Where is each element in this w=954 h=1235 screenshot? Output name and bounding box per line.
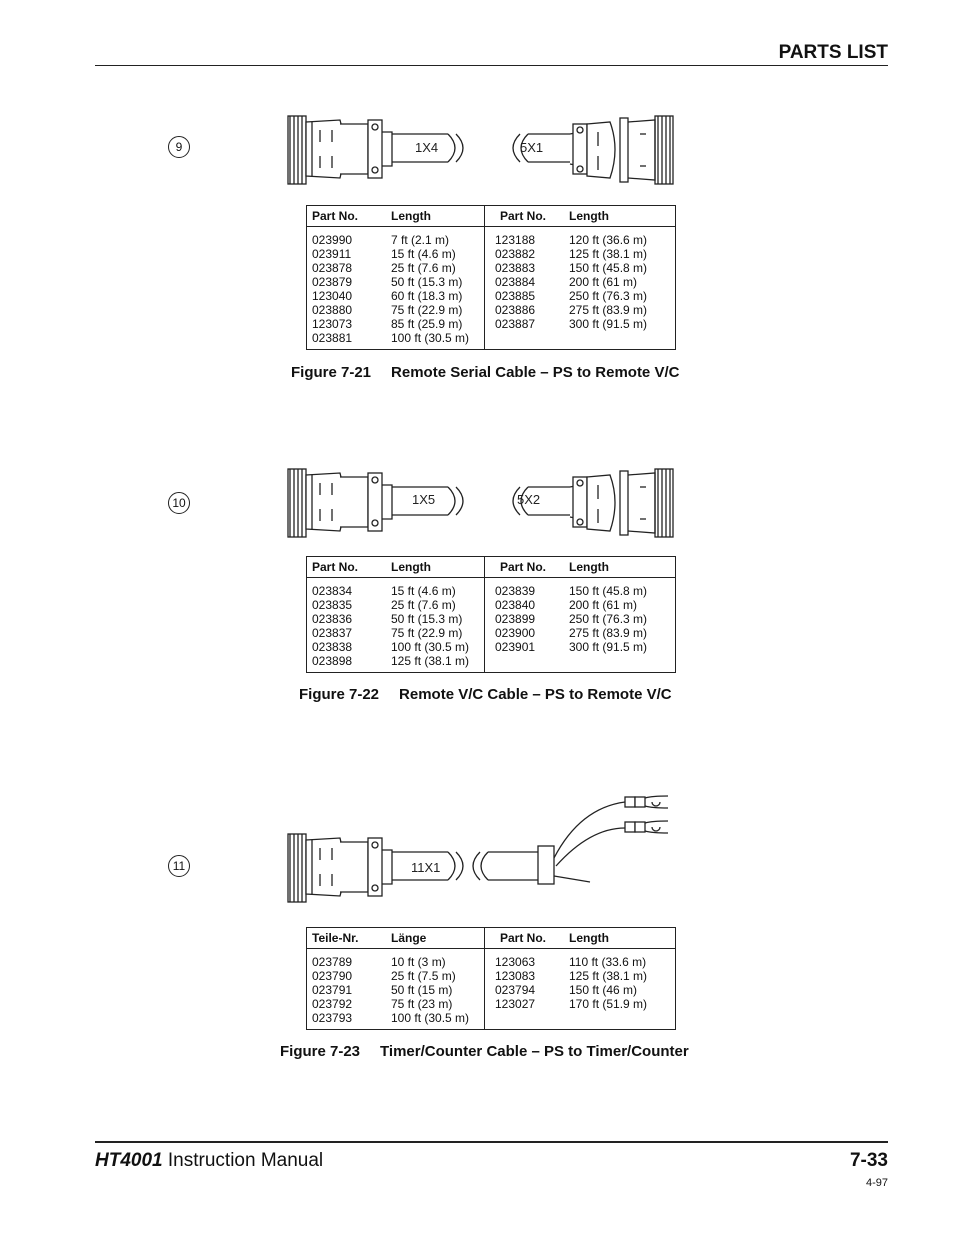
table-row — [485, 317, 662, 331]
table-row — [485, 233, 662, 247]
length-cell: 275 ft (83.9 m) — [569, 626, 648, 640]
length-cell: 100 ft (30.5 m) — [391, 1011, 470, 1025]
part-number-cell: 023885 — [495, 289, 536, 303]
table-right-column — [484, 578, 662, 672]
page-header-title: PARTS LIST — [778, 42, 888, 63]
length-cell: 50 ft (15.3 m) — [391, 612, 463, 626]
length-cell: 75 ft (22.9 m) — [391, 626, 463, 640]
table-row — [307, 626, 484, 640]
item-number-9: 9 — [168, 136, 190, 158]
part-number-cell: 023789 — [312, 955, 353, 969]
part-number-cell: 023898 — [312, 654, 353, 668]
table-row — [307, 247, 484, 261]
connector-label-1x4: 1X4 — [415, 140, 439, 155]
header-part-no: Teile-Nr. — [312, 931, 359, 945]
part-number-cell: 023794 — [495, 983, 536, 997]
length-cell: 50 ft (15 m) — [391, 983, 453, 997]
part-number-cell: 023793 — [312, 1011, 353, 1025]
part-number-cell: 023883 — [495, 261, 536, 275]
header-rule — [95, 65, 888, 66]
length-cell: 300 ft (91.5 m) — [569, 640, 648, 654]
header-length: Length — [391, 560, 431, 574]
table-header-row — [307, 206, 675, 227]
table-row — [307, 955, 484, 969]
table-row — [307, 233, 484, 247]
part-number-cell: 023900 — [495, 626, 536, 640]
part-number-cell: 023882 — [495, 247, 536, 261]
table-row — [485, 584, 662, 598]
table-header-row — [307, 557, 675, 578]
length-cell: 200 ft (61 m) — [569, 598, 638, 612]
part-number-cell: 123063 — [495, 955, 536, 969]
part-number-cell: 123027 — [495, 997, 536, 1011]
table-row — [307, 640, 484, 654]
length-cell: 15 ft (4.6 m) — [391, 247, 456, 261]
part-number-cell: 123073 — [312, 317, 353, 331]
part-number-cell: 023990 — [312, 233, 353, 247]
table-row — [485, 997, 662, 1011]
table-row — [307, 598, 484, 612]
part-number-cell: 023911 — [312, 247, 352, 261]
part-number-cell: 023879 — [312, 275, 353, 289]
length-cell: 100 ft (30.5 m) — [391, 331, 470, 345]
length-cell: 125 ft (38.1 m) — [569, 247, 648, 261]
figure-caption-7-21 — [291, 364, 679, 381]
part-number-cell: 023881 — [312, 331, 353, 345]
table-row — [485, 955, 662, 969]
table-row — [307, 303, 484, 317]
length-cell: 50 ft (15.3 m) — [391, 275, 463, 289]
header-length-2: Length — [569, 209, 609, 223]
part-number-cell: 123083 — [495, 969, 536, 983]
table-row — [307, 331, 484, 345]
parts-table-serial-cable — [306, 205, 676, 350]
table-row — [485, 626, 662, 640]
length-cell: 125 ft (38.1 m) — [391, 654, 470, 668]
table-row — [307, 983, 484, 997]
table-row — [307, 654, 484, 668]
item-number-11: 11 — [168, 855, 190, 877]
table-row — [485, 598, 662, 612]
header-length-2: Length — [569, 931, 609, 945]
part-number-cell: 023886 — [495, 303, 536, 317]
table-row — [485, 275, 662, 289]
manual-label: Instruction Manual — [167, 1150, 324, 1171]
part-number-cell: 023884 — [495, 275, 536, 289]
header-length-2: Length — [569, 560, 609, 574]
part-number-cell: 123040 — [312, 289, 353, 303]
table-row — [307, 612, 484, 626]
header-part-no: Part No. — [312, 560, 359, 574]
part-number-cell: 023836 — [312, 612, 353, 626]
length-cell: 7 ft (2.1 m) — [391, 233, 450, 247]
length-cell: 150 ft (45.8 m) — [569, 261, 648, 275]
table-right-column — [484, 949, 662, 1029]
length-cell: 150 ft (45.8 m) — [569, 584, 648, 598]
length-cell: 300 ft (91.5 m) — [569, 317, 648, 331]
length-cell: 60 ft (18.3 m) — [391, 289, 463, 303]
part-number-cell: 023837 — [312, 626, 353, 640]
page-number: 7-33 — [849, 1150, 888, 1171]
connector-label-11x1: 11X1 — [411, 860, 441, 875]
table-row — [307, 261, 484, 275]
table-row — [307, 969, 484, 983]
table-row — [307, 317, 484, 331]
part-number-cell: 023834 — [312, 584, 353, 598]
connector-label-5x2: 5X2 — [517, 492, 541, 507]
part-number-cell: 023887 — [495, 317, 536, 331]
length-cell: 75 ft (23 m) — [391, 997, 453, 1011]
table-row — [485, 969, 662, 983]
part-number-cell: 023840 — [495, 598, 536, 612]
caption-number: Figure 7-21 — [291, 364, 372, 381]
length-cell: 85 ft (25.9 m) — [391, 317, 463, 331]
length-cell: 170 ft (51.9 m) — [569, 997, 648, 1011]
header-length: Length — [391, 209, 431, 223]
table-left-column — [307, 949, 484, 1029]
header-part-no-2: Part No. — [500, 931, 547, 945]
header-length: Länge — [391, 931, 427, 945]
connector-label-5x1: 5X1 — [520, 140, 544, 155]
table-row — [485, 303, 662, 317]
part-number-cell: 023838 — [312, 640, 353, 654]
header-part-no-2: Part No. — [500, 209, 547, 223]
part-number-cell: 023878 — [312, 261, 353, 275]
vc-cable-drawing — [280, 465, 680, 540]
part-number-cell: 023792 — [312, 997, 353, 1011]
table-row — [307, 1011, 484, 1025]
length-cell: 250 ft (76.3 m) — [569, 289, 648, 303]
parts-table-timer-counter-cable — [306, 927, 676, 1030]
part-number-cell: 023899 — [495, 612, 536, 626]
part-number-cell: 023839 — [495, 584, 536, 598]
revision-date: 4-97 — [865, 1177, 888, 1189]
product-name: HT4001 — [95, 1150, 163, 1171]
footer-rule — [95, 1141, 888, 1143]
figure-caption-7-23 — [280, 1043, 689, 1060]
length-cell: 110 ft (33.6 m) — [569, 955, 647, 969]
part-number-cell: 023901 — [495, 640, 536, 654]
length-cell: 250 ft (76.3 m) — [569, 612, 648, 626]
length-cell: 25 ft (7.5 m) — [391, 969, 456, 983]
length-cell: 15 ft (4.6 m) — [391, 584, 456, 598]
length-cell: 25 ft (7.6 m) — [391, 598, 456, 612]
serial-cable-drawing — [280, 112, 680, 187]
table-left-column — [307, 578, 484, 672]
table-row — [485, 640, 662, 654]
length-cell: 200 ft (61 m) — [569, 275, 638, 289]
length-cell: 25 ft (7.6 m) — [391, 261, 456, 275]
table-row — [485, 261, 662, 275]
length-cell: 120 ft (36.6 m) — [569, 233, 648, 247]
header-part-no: Part No. — [312, 209, 359, 223]
item-number-10: 10 — [168, 492, 190, 514]
length-cell: 125 ft (38.1 m) — [569, 969, 648, 983]
part-number-cell: 023790 — [312, 969, 353, 983]
table-row — [485, 612, 662, 626]
caption-text: Remote V/C Cable – PS to Remote V/C — [399, 686, 672, 703]
table-right-column — [484, 227, 662, 349]
part-number-cell: 123188 — [495, 233, 536, 247]
parts-table-vc-cable — [306, 556, 676, 673]
figure-caption-7-22 — [299, 686, 672, 703]
caption-number: Figure 7-22 — [299, 686, 380, 703]
table-row — [307, 584, 484, 598]
caption-text: Timer/Counter Cable – PS to Timer/Counter — [380, 1043, 689, 1060]
length-cell: 75 ft (22.9 m) — [391, 303, 463, 317]
part-number-cell: 023791 — [312, 983, 353, 997]
part-number-cell: 023880 — [312, 303, 353, 317]
footer-manual-title — [95, 1150, 323, 1172]
table-row — [485, 247, 662, 261]
table-row — [307, 289, 484, 303]
table-row — [307, 997, 484, 1011]
length-cell: 10 ft (3 m) — [391, 955, 446, 969]
length-cell: 100 ft (30.5 m) — [391, 640, 470, 654]
length-cell: 150 ft (46 m) — [569, 983, 638, 997]
timer-counter-cable-drawing — [280, 788, 680, 908]
caption-text: Remote Serial Cable – PS to Remote V/C — [391, 364, 680, 381]
table-row — [485, 983, 662, 997]
table-left-column — [307, 227, 484, 349]
length-cell: 275 ft (83.9 m) — [569, 303, 648, 317]
table-row — [307, 275, 484, 289]
connector-label-1x5: 1X5 — [412, 492, 436, 507]
caption-number: Figure 7-23 — [280, 1043, 361, 1060]
table-header-row — [307, 928, 675, 949]
part-number-cell: 023835 — [312, 598, 353, 612]
header-part-no-2: Part No. — [500, 560, 547, 574]
table-row — [485, 289, 662, 303]
